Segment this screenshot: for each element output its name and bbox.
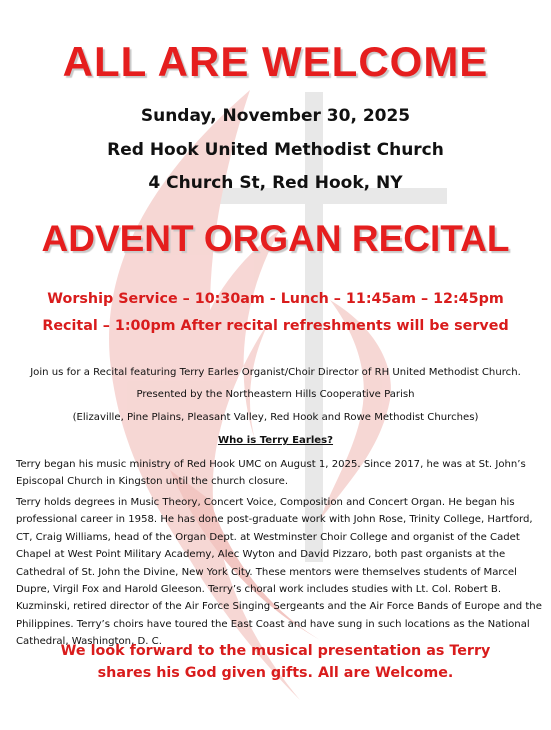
event-date: Sunday, November 30, 2025 [140, 106, 411, 126]
closing-line: shares his God given gifts. All are Welcome. [97, 665, 454, 681]
closing-line: We look forward to the musical presentation as Terry [60, 643, 491, 659]
schedule-line-recital: Recital – 1:00pm After recital refreshments will be served [42, 318, 509, 334]
church-name: Red Hook United Methodist Church [107, 140, 444, 160]
participating-churches-text: (Elizaville, Pine Plains, Pleasant Valley, Red Hook and Rowe Methodist Churches) [72, 412, 479, 423]
bio-paragraph: Terry holds degrees in Music Theory, Concert Voice, Composition and Concert Organ. He began his professional career in 1958. He has done post-graduate work with John Rose, Trinity College, Hartford, CT, Craig Williams, head of the Organ Dept. at Westminster Choir College and organist of the Cadet Chapel at West Point Military Academy, Alec Wyton and David Pizzaro, both past organists at the Cathedral of St. John the Divine, New York City. These mentors were themselves students of Marcel Dupre, Virgil Fox and Harold Gleeson. Terry’s choral work includes studies with Lt. Col. Robert B. Kuzminski, retired director of the Air Force Singing Sergeants and the Air Force Bands of Europe and the Philippines. Terry’s choirs have toured the East Coast and have sung in such locations as the National Cathedral, Washington, D. C. [16, 497, 542, 648]
presented-by-text: Presented by the Northeastern Hills Cooperative Parish [136, 389, 415, 400]
recital-title: ADVENT ORGAN RECITAL [41, 218, 510, 259]
who-is-heading: Who is Terry Earles? [217, 435, 334, 446]
bio-paragraph: Terry began his music ministry of Red Hook UMC on August 1, 2025. Since 2017, he was at St. John’s Episcopal Church in Kingston until the church closure. [16, 459, 526, 488]
headline: ALL ARE WELCOME [62, 38, 489, 85]
intro-text: Join us for a Recital featuring Terry Earles Organist/Choir Director of RH United Methodist Church. [30, 367, 521, 378]
closing-message [0, 640, 551, 684]
schedule-line-service: Worship Service – 10:30am - Lunch – 11:45am – 12:45pm [47, 291, 504, 307]
church-address: 4 Church St, Red Hook, NY [148, 173, 403, 193]
